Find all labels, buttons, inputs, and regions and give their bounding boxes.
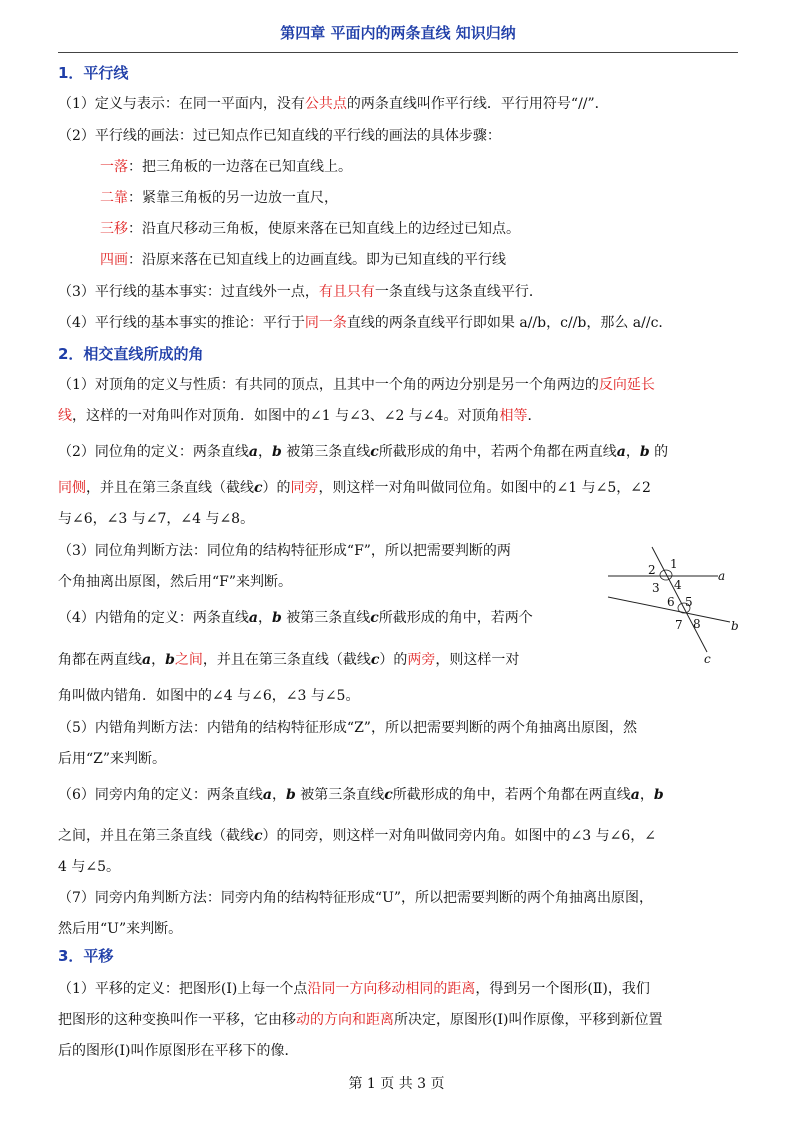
s2-corresponding-l3: 与∠6，∠3 与∠7，∠4 与∠8。 [58, 511, 255, 527]
section-3-title: 3．平移 [58, 947, 114, 965]
step-text: ：紧靠三角板的另一边放一直尺， [128, 190, 338, 206]
var: a [262, 787, 272, 803]
line-c [652, 547, 707, 652]
text: ， [625, 444, 640, 460]
highlight: 同一条 [304, 315, 347, 331]
step-2 [100, 188, 338, 208]
s2-interior-l3: 4 与∠5。 [58, 859, 120, 875]
s1-definition [58, 94, 609, 114]
text: 所截形成的角中，若两个 [378, 610, 533, 626]
text: ，这样的一对角叫作对顶角．如图中的∠1 与∠3、∠2 与∠4。对顶角 [72, 408, 500, 424]
s2-alternate-l3: 角叫做内错角．如图中的∠4 与∠6，∠3 与∠5。 [58, 688, 360, 704]
s3-definition-l1 [58, 979, 650, 999]
text: 的 [649, 444, 669, 460]
s2-z-method-l1: （5）内错角判断方法：内错角的结构特征形成“Z”，所以把需要判断的两个角抽离出原图，然 [58, 720, 637, 736]
text: （1）定义与表示：在同一平面内，没有 [58, 96, 305, 112]
highlight: 两旁 [407, 652, 436, 668]
text: 的两条直线叫作平行线．平行用符号“//”． [346, 96, 609, 112]
label-a: a [718, 569, 726, 583]
highlight: 有且只有 [318, 284, 375, 300]
label-3: 3 [652, 581, 660, 595]
s2-alternate-l2 [58, 650, 519, 670]
text: （6）同旁内角的定义：两条直线 [58, 787, 263, 803]
text: ，得到另一个图形(Ⅱ)，我们 [475, 981, 650, 997]
var: c [370, 652, 380, 668]
step-key: 三移 [100, 221, 128, 237]
text: ， [151, 652, 166, 668]
text: ， [258, 610, 272, 626]
step-text: ：沿直尺移动三角板，使原来落在已知直线上的边经过已知点。 [128, 221, 520, 237]
var: c [370, 610, 379, 626]
s2-z-method-l2: 后用“Z”来判断。 [58, 751, 167, 767]
var: c [254, 828, 263, 844]
step-key: 四画 [100, 252, 128, 268]
text: （4）平行线的基本事实的推论：平行于 [58, 315, 305, 331]
text: 角都在两直线 [58, 652, 142, 668]
step-3 [100, 219, 520, 239]
step-4 [100, 250, 506, 270]
label-c: c [704, 652, 711, 666]
var: a [248, 610, 258, 626]
header-divider [58, 52, 738, 53]
text: 被第三条直线 [295, 787, 385, 803]
text: 所决定，原图形(Ⅰ)叫作原像，平移到新位置 [394, 1012, 663, 1028]
label-b: b [731, 619, 739, 633]
transversal-figure [600, 540, 750, 670]
var: a [248, 444, 258, 460]
page-footer: 第 1 页 共 3 页 [348, 1076, 445, 1092]
highlight: 动的方向和距离 [296, 1012, 394, 1028]
text: 所截形成的角中，若两个角都在两直线 [392, 787, 631, 803]
step-text: ：沿原来落在已知直线上的边画直线。即为已知直线的平行线 [128, 252, 506, 268]
highlight: 沿同一方向移动相同的距离 [307, 981, 476, 997]
s2-f-method-l2: 个角抽离出原图，然后用“F”来判断。 [58, 574, 293, 590]
s3-definition-l3: 后的图形(Ⅰ)叫作原图形在平移下的像． [58, 1043, 299, 1059]
text: （1）对顶角的定义与性质：有共同的顶点，且其中一个角的两边分别是另一个角两边的 [58, 377, 599, 393]
var: c [370, 444, 379, 460]
s1-corollary [58, 313, 672, 333]
var: a [616, 444, 626, 460]
label-2: 2 [648, 563, 656, 577]
s2-f-method-l1: （3）同位角判断方法：同位角的结构特征形成“F”，所以把需要判断的两 [58, 543, 511, 559]
text: 直线的两条直线平行即如果 a//b，c//b，那么 a//c． [346, 315, 673, 331]
step-key: 一落 [100, 159, 128, 175]
var: b [272, 610, 282, 626]
page-title: 第四章 平面内的两条直线 知识归纳 [280, 24, 516, 42]
text: 之间，并且在第三条直线（截线 [58, 828, 254, 844]
text: ）的 [379, 652, 408, 668]
text: （3）平行线的基本事实：过直线外一点， [58, 284, 319, 300]
highlight: 线 [58, 408, 72, 424]
text: 被第三条直线 [281, 610, 371, 626]
text: ，并且在第三条直线（截线 [202, 652, 371, 668]
var: a [142, 652, 152, 668]
s2-corresponding-l1 [58, 442, 668, 462]
highlight: 之间 [174, 652, 203, 668]
var: a [630, 787, 640, 803]
label-1: 1 [670, 557, 678, 571]
highlight: 同侧 [58, 480, 86, 496]
text: ）的 [262, 480, 291, 496]
text: ，并且在第三条直线（截线 [86, 480, 254, 496]
angle-arc-top [660, 570, 672, 580]
var: b [653, 787, 664, 803]
var: c [384, 787, 393, 803]
text: （4）内错角的定义：两条直线 [58, 610, 249, 626]
highlight: 相等 [499, 408, 528, 424]
s2-u-method-l2: 然后用“U”来判断。 [58, 921, 183, 937]
text: 一条直线与这条直线平行． [374, 284, 543, 300]
label-5: 5 [685, 595, 693, 609]
highlight: 公共点 [304, 96, 347, 112]
text: （1）平移的定义：把图形(Ⅰ)上每一个点 [58, 981, 308, 997]
label-8: 8 [693, 617, 701, 631]
s2-interior-l2 [58, 826, 656, 846]
s2-interior-l1 [58, 785, 664, 805]
step-key: 二靠 [100, 190, 128, 206]
text: （2）同位角的定义：两条直线 [58, 444, 249, 460]
s2-u-method-l1: （7）同旁内角判断方法：同旁内角的结构特征形成“U”，所以把需要判断的两个角抽离出原图， [58, 890, 654, 906]
s3-definition-l2 [58, 1010, 662, 1030]
label-6: 6 [667, 595, 675, 609]
step-1 [100, 157, 352, 177]
s1-basic-fact [58, 282, 543, 302]
s2-corresponding-l2 [58, 478, 651, 498]
text: ， [258, 444, 272, 460]
var: c [254, 480, 263, 496]
section-1-title: 1．平行线 [58, 64, 129, 82]
text: ， [272, 787, 286, 803]
section-2-title: 2．相交直线所成的角 [58, 345, 204, 363]
var: b [639, 444, 650, 460]
text: ，则这样一对 [435, 652, 520, 668]
s2-vertical-angles-l2 [58, 406, 541, 426]
step-text: ：把三角板的一边落在已知直线上。 [128, 159, 352, 175]
s2-vertical-angles-l1 [58, 375, 655, 395]
text: ，则这样一对角叫做同位角。如图中的∠1 与∠5，∠2 [318, 480, 651, 496]
text: ． [527, 408, 542, 424]
s2-alternate-l1 [58, 608, 533, 628]
var: b [165, 652, 175, 668]
var: b [272, 444, 282, 460]
text: 被第三条直线 [281, 444, 371, 460]
var: b [286, 787, 296, 803]
text: ）的同旁，则这样一对角叫做同旁内角。如图中的∠3 与∠6，∠ [262, 828, 656, 844]
text: ， [639, 787, 654, 803]
label-4: 4 [674, 578, 682, 592]
highlight: 同旁 [290, 480, 319, 496]
label-7: 7 [675, 618, 683, 632]
text: 所截形成的角中，若两个角都在两直线 [378, 444, 617, 460]
s1-drawing-method: （2）平行线的画法：过已知点作已知直线的平行线的画法的具体步骤： [58, 128, 501, 144]
text: 把图形的这种变换叫作一平移，它由移 [58, 1012, 296, 1028]
highlight: 反向延长 [598, 377, 655, 393]
